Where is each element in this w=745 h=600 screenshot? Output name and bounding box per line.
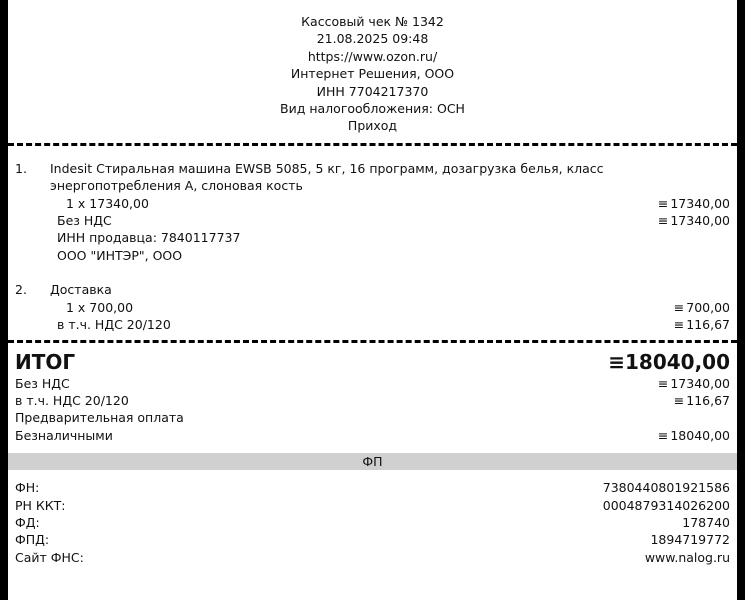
- total-label: ИТОГ: [15, 349, 76, 374]
- right-border: [737, 0, 745, 600]
- currency-icon: ≡: [657, 427, 669, 443]
- divider: [8, 143, 737, 146]
- receipt: [8, 0, 737, 600]
- currency-icon: ≡: [657, 213, 669, 229]
- cashless-row: [8, 427, 737, 444]
- currency-icon: ≡: [657, 195, 669, 211]
- left-border: [0, 0, 8, 600]
- item-line-total: ≡ 17340,00: [657, 195, 730, 211]
- currency-icon: ≡: [608, 349, 625, 374]
- fns-site-link[interactable]: www.nalog.ru: [644, 549, 730, 565]
- rn-kkt-label: РН ККТ:: [15, 497, 66, 513]
- item-qty-price: 1 x 700,00: [66, 299, 134, 315]
- currency-icon: ≡: [673, 392, 685, 408]
- no-vat-value: ≡ 17340,00: [657, 375, 730, 391]
- item-line-total: ≡ 700,00: [673, 299, 730, 315]
- item-number: 2.: [15, 282, 27, 298]
- total-no-vat-row: [8, 375, 737, 392]
- fd-value: 178740: [682, 514, 730, 530]
- prepayment-label: Предварительная оплата: [15, 410, 184, 426]
- item-qty-price: 1 x 17340,00: [66, 195, 149, 211]
- operation-type: Приход: [347, 118, 398, 134]
- currency-icon: ≡: [673, 317, 685, 333]
- total-value: ≡18040,00: [608, 349, 730, 374]
- fd-row: [8, 514, 737, 531]
- item-number: 1.: [15, 160, 27, 176]
- item-name: Indesit Стиральная машина EWSB 5085, 5 кг, 16 программ, дозагрузка белья, класс энергопотребления A, слоновая кость: [50, 160, 604, 194]
- receipt-title: Кассовый чек № 1342: [301, 14, 444, 29]
- item-vat-value: ≡ 17340,00: [657, 213, 730, 229]
- currency-icon: ≡: [657, 375, 669, 391]
- company-inn: ИНН 7704217370: [316, 83, 429, 99]
- company-name: Интернет Решения, ООО: [290, 66, 455, 82]
- total-row: [8, 350, 737, 375]
- receipt-header: [8, 0, 737, 135]
- fpd-label: ФПД:: [15, 532, 50, 548]
- divider: [8, 340, 737, 343]
- cashless-value: ≡ 18040,00: [657, 427, 730, 443]
- item-vat-value: ≡ 116,67: [673, 317, 730, 333]
- seller-inn: ИНН продавца: 7840117737: [57, 230, 241, 246]
- no-vat-label: Без НДС: [15, 375, 70, 391]
- website-link[interactable]: https://www.ozon.ru/: [307, 48, 438, 64]
- rn-kkt-value: 0004879314026200: [602, 497, 730, 513]
- tax-system: Вид налогообложения: ОСН: [280, 101, 465, 117]
- list-item: [8, 160, 737, 264]
- fn-value: 7380440801921586: [602, 480, 730, 496]
- currency-icon: ≡: [673, 299, 685, 315]
- fns-site-label: Сайт ФНС:: [15, 549, 84, 565]
- total-vat-row: [8, 392, 737, 409]
- receipt-datetime: 21.08.2025 09:48: [316, 31, 429, 47]
- vat-label: в т.ч. НДС 20/120: [15, 392, 129, 408]
- fiscal-data: [8, 479, 737, 566]
- vat-value: ≡ 116,67: [673, 392, 730, 408]
- prepayment-row: [8, 409, 737, 426]
- fns-site-row: [8, 549, 737, 566]
- cashless-label: Безналичными: [15, 427, 113, 443]
- fpd-row: [8, 531, 737, 548]
- fn-label: ФН:: [15, 480, 40, 496]
- item-vat-label: в т.ч. НДС 20/120: [57, 317, 171, 333]
- fn-row: [8, 479, 737, 496]
- list-item: [8, 281, 737, 333]
- item-vat-label: Без НДС: [57, 213, 112, 229]
- fpd-value: 1894719772: [650, 532, 730, 548]
- seller-name: ООО "ИНТЭР", ООО: [57, 247, 183, 263]
- fp-section-bar: ФП: [8, 453, 737, 470]
- item-name: Доставка: [50, 282, 112, 298]
- rn-kkt-row: [8, 497, 737, 514]
- fd-label: ФД:: [15, 514, 40, 530]
